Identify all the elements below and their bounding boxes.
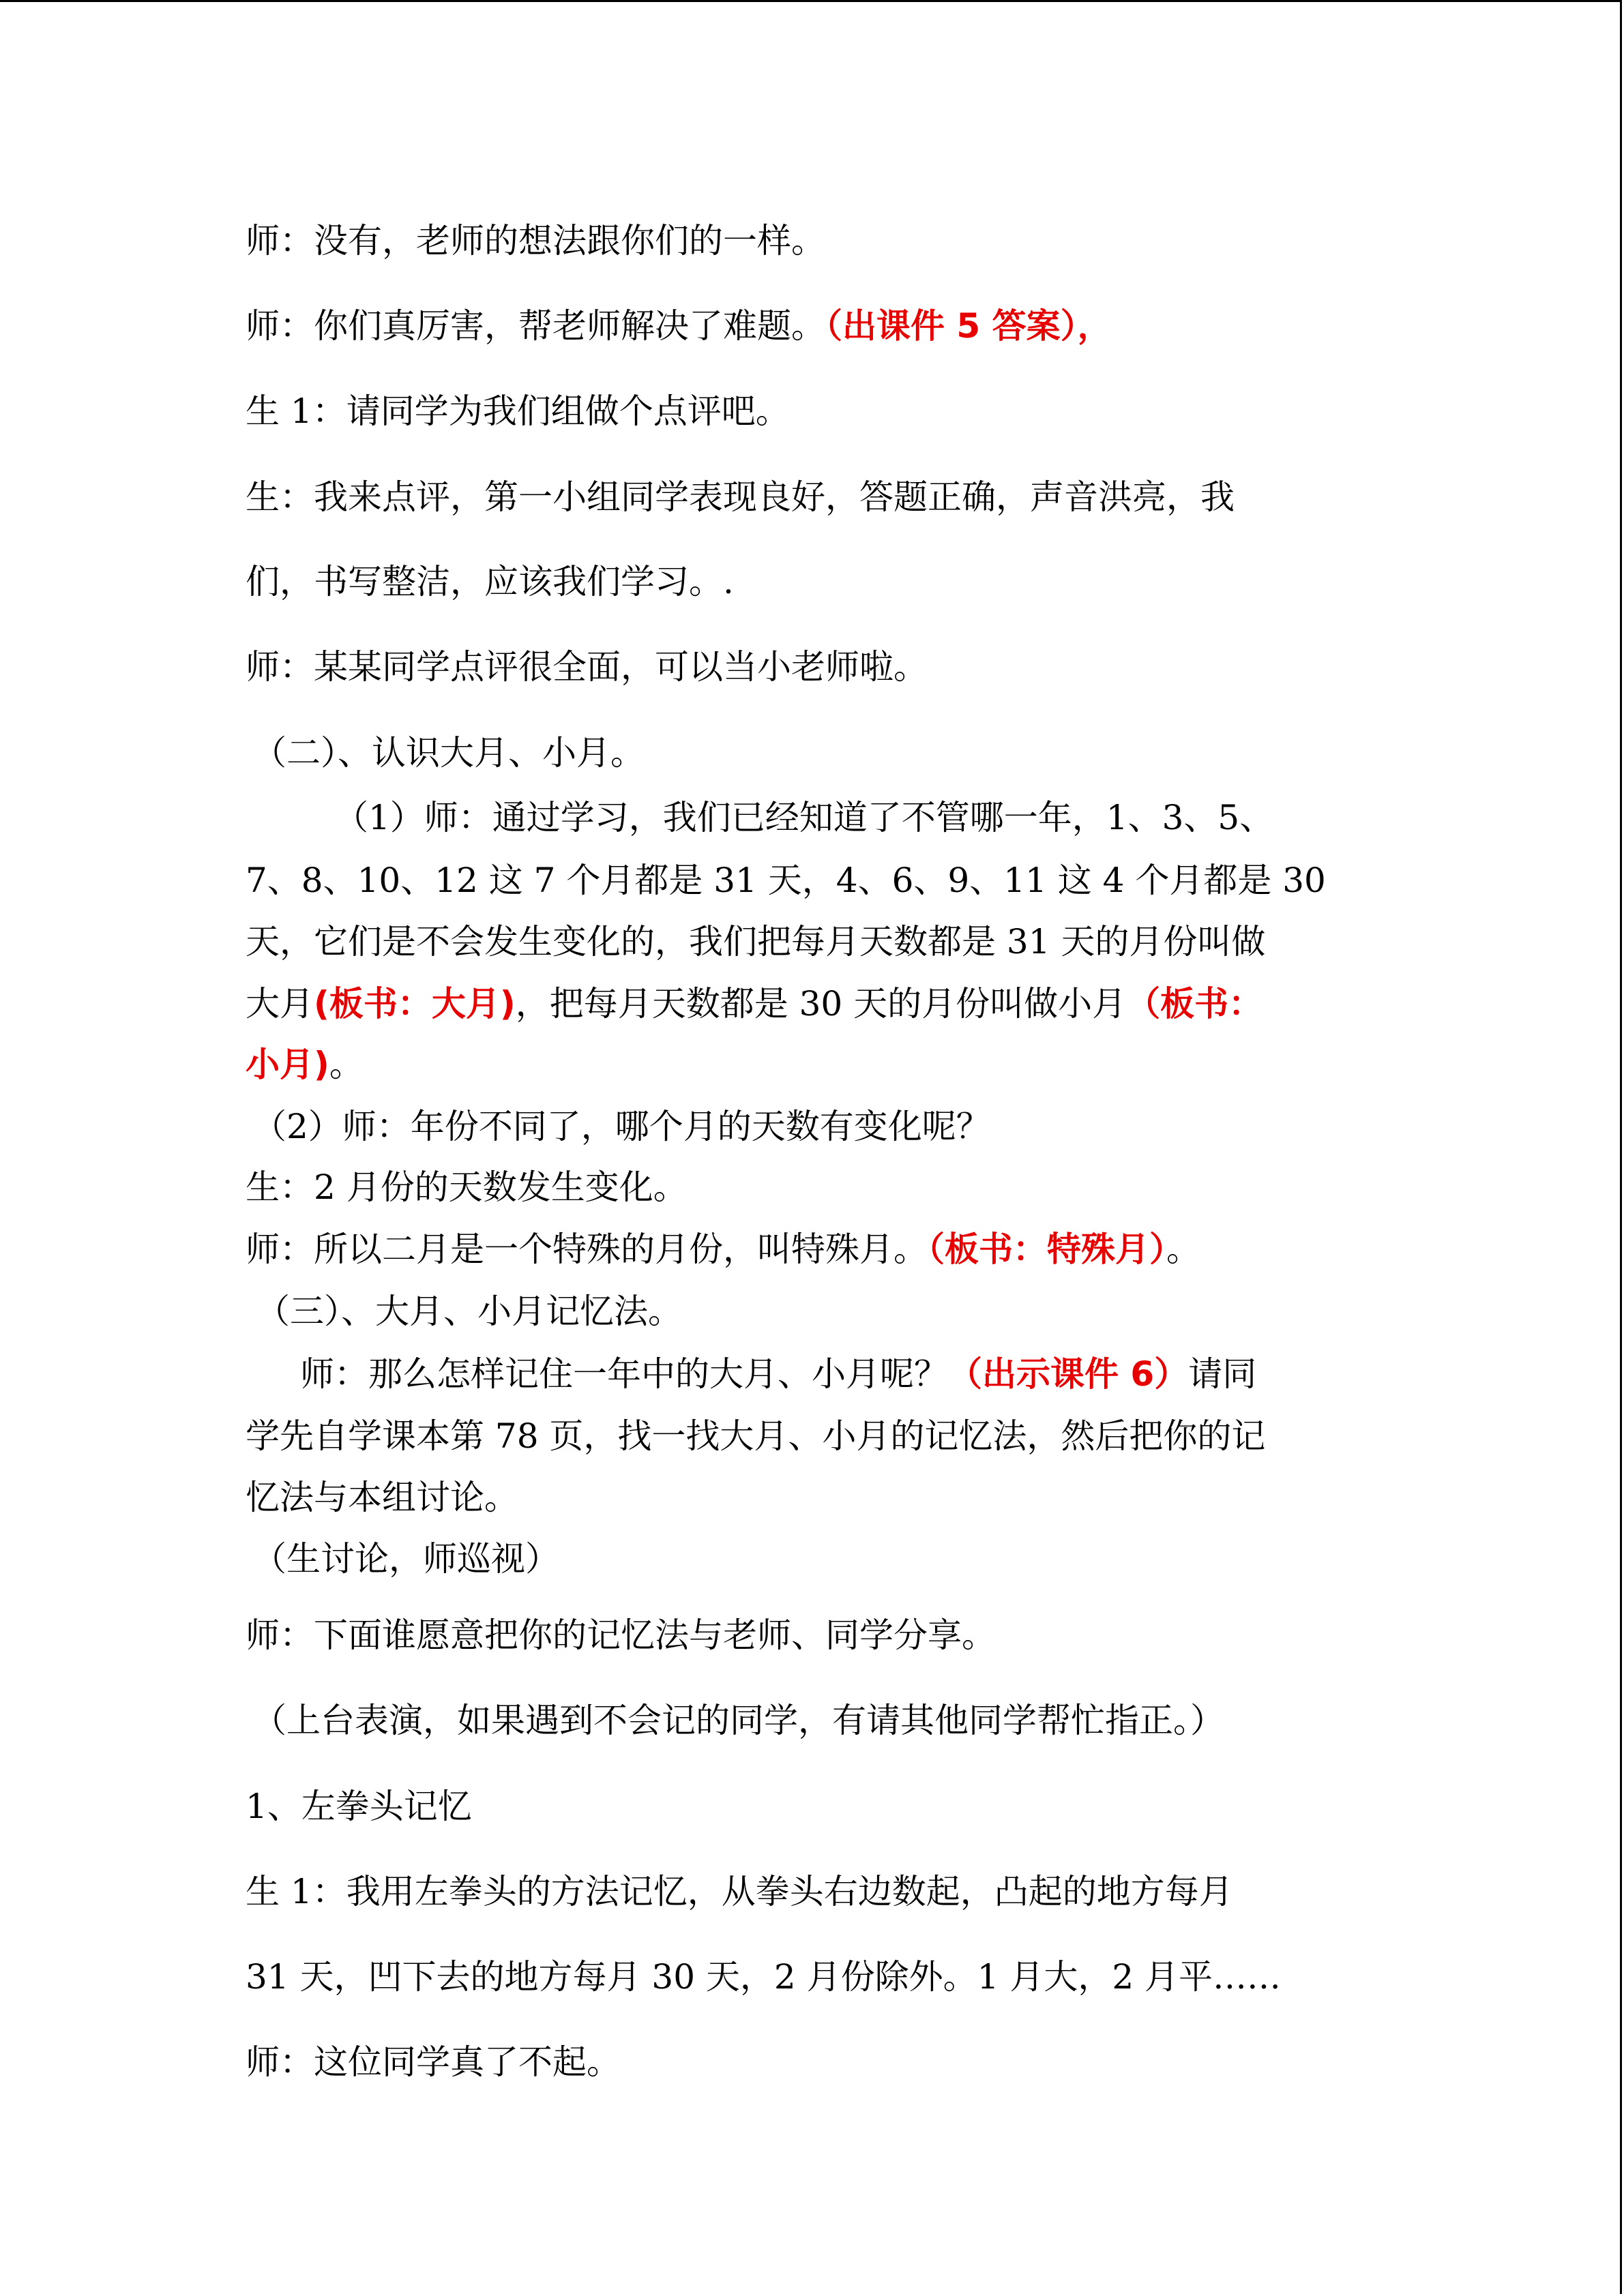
text-segment: （1）师：通过学习，我们已经知道了不管哪一年，1、3、5、: [334, 798, 1274, 837]
text-segment: 师：没有，老师的想法跟你们的一样。: [246, 221, 825, 260]
text-segment: 生 1：请同学为我们组做个点评吧。: [246, 391, 790, 431]
text-segment: （三）、大月、小月记忆法。: [256, 1292, 682, 1331]
line-5: [246, 558, 734, 606]
text-segment: 生：2 月份的天数发生变化。: [246, 1167, 688, 1207]
line-2: [246, 302, 1112, 350]
line-21: [246, 1611, 996, 1659]
highlight-text: 小月): [246, 1045, 329, 1084]
text-segment: （2）师：年份不同了，哪个月的天数有变化呢？: [252, 1107, 990, 1146]
line-25: [246, 1953, 1281, 2001]
line-13: [252, 1103, 990, 1150]
line-16: [256, 1287, 682, 1335]
line-17: [300, 1350, 1256, 1398]
text-segment: 31 天，凹下去的地方每月 30 天，2 月份除外。1 月大，2 月平……: [246, 1957, 1282, 1997]
line-19: [246, 1474, 518, 1521]
line-15: [246, 1225, 1200, 1273]
text-segment: 学先自学课本第 78 页，找一找大月、小月的记忆法，然后把你的记: [246, 1416, 1266, 1456]
highlight-text: （出课件 5 答案），: [825, 306, 1112, 346]
highlight-text: （板书：特殊月）: [928, 1229, 1166, 1269]
text-segment: 忆法与本组讨论。: [246, 1478, 518, 1517]
text-segment: 生 1：我用左拳头的方法记忆，从拳头右边数起，凸起的地方每月: [246, 1872, 1233, 1911]
text-segment: 师：你们真厉害，帮老师解决了难题。: [246, 306, 825, 346]
line-1: [246, 217, 825, 265]
line-12: [246, 1041, 364, 1088]
line-26: [246, 2038, 621, 2086]
text-segment: 请同: [1188, 1354, 1257, 1394]
text-segment: （二）、认识大月、小月。: [252, 733, 645, 773]
text-segment: 师：下面谁愿意把你的记忆法与老师、同学分享。: [246, 1615, 996, 1655]
line-14: [246, 1163, 688, 1211]
text-segment: 7、8、10、12 这 7 个月都是 31 天，4、6、9、11 这 4 个月都是 30: [246, 861, 1326, 900]
text-segment: 。: [329, 1045, 364, 1084]
text-segment: 师：某某同学点评很全面，可以当小老师啦。: [246, 647, 928, 687]
line-8: [334, 794, 1273, 841]
text-segment: （上台表演，如果遇到不会记的同学，有请其他同学帮忙指正。）: [252, 1701, 1224, 1740]
text-segment: 师：所以二月是一个特殊的月份，叫特殊月。: [246, 1229, 928, 1269]
text-segment: 师：这位同学真了不起。: [246, 2042, 621, 2082]
line-23: [246, 1783, 472, 1830]
line-4: [246, 473, 1235, 521]
text-segment: 师：那么怎样记住一年中的大月、小月呢？: [300, 1354, 948, 1394]
text-segment: 。: [1166, 1229, 1200, 1269]
text-segment: 1、左拳头记忆: [246, 1787, 472, 1826]
text-segment: （生讨论，师巡视）: [252, 1539, 559, 1579]
text-segment: 大月: [246, 984, 314, 1024]
line-6: [246, 643, 928, 691]
line-3: [246, 387, 790, 435]
line-22: [252, 1697, 1224, 1744]
text-segment: 们，书写整洁，应该我们学习。.: [246, 562, 734, 601]
line-11: [246, 980, 1263, 1028]
line-9: [246, 856, 1326, 904]
highlight-text: (板书：大月): [314, 984, 516, 1024]
line-10: [246, 918, 1265, 966]
line-7: [252, 729, 645, 777]
line-18: [246, 1412, 1265, 1460]
highlight-text: （板书：: [1126, 984, 1263, 1024]
line-20: [252, 1535, 559, 1583]
highlight-text: （出示课件 6）: [948, 1354, 1189, 1394]
line-24: [246, 1868, 1233, 1915]
text-segment: 生：我来点评，第一小组同学表现良好，答题正确，声音洪亮，我: [246, 477, 1235, 517]
text-segment: 天，它们是不会发生变化的，我们把每月天数都是 31 天的月份叫做: [246, 922, 1266, 961]
text-segment: ，把每月天数都是 30 天的月份叫做小月: [515, 984, 1127, 1024]
